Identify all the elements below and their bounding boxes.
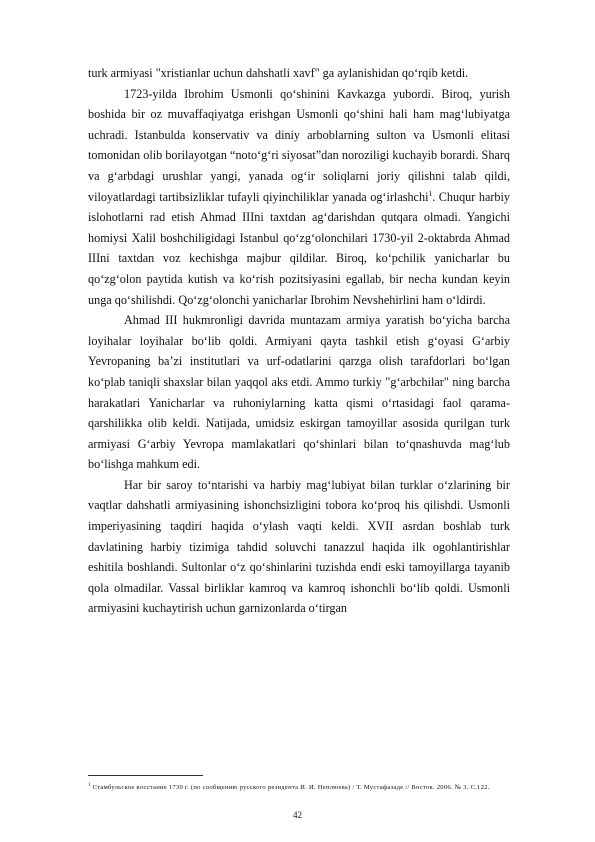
paragraph-text: Ahmad III hukmronligi davrida muntazam armiya yaratish boʻyicha barcha loyihalar loyihalar boʻlib qoldi. Armiyani qayta tashkil etish gʻoyasi Gʻarbiy Yevropaning baʼzi institutlari va urf-odatlarini qarzga olish tarafdorlari boʻlgan koʻplab taniqli shaxslar bilan yaqqol aks etdi. Ammo turkiy "gʻarbchilar" ning barcha harakatlari Yanicharlar va ruhoniylarning katta qismi oʻrtasidagi faol qarama-qarshilikka olib keldi. Natijada, umidsiz eskirgan tamoyillar asosida qurilgan turk armiyasi Gʻarbiy Yevropa mamlakatlari qoʻshinlari bilan toʻqnashuvda magʻlub boʻlishga mahkum edi. xyxy=(88,313,510,472)
footnote-divider xyxy=(88,775,203,776)
paragraph-text: . Chuqur harbiy islohotlarni rad etish Ahmad IIIni taxtdan agʻdarishdan qutqara olmadi. Yangichi homiysi Xalil boshchiligidagi Istanbul qoʻzgʻolonchilari 1730-yil 2-oktabrda Ahmad IIIni taxtdan voz kechishga majbur qildilar. Biroq, koʻpchilik yanicharlar bu qoʻzgʻolon paytida kutish va koʻrish pozitsiyasini egallab, bir necha kundan keyin unga qoʻshilishdi. Qoʻzgʻolonchi yanicharlar Ibrohim Nevshehirlini ham oʻldirdi. xyxy=(88,189,510,307)
footnote-reference[interactable]: 1 xyxy=(428,188,433,198)
paragraph-text: turk armiyasi "xristianlar uchun dahshatli xavf" ga aylanishidan qoʻrqib ketdi. xyxy=(88,66,469,80)
footnote xyxy=(88,781,510,794)
page-number: 42 xyxy=(293,810,302,820)
body-text xyxy=(88,63,510,619)
footnote-marker: 1 xyxy=(88,783,91,788)
paragraph-text: 1723-yilda Ibrohim Usmonli qoʻshinini Kavkazga yubordi. Biroq, yurish boshida bir oz muvaffaqiyatga erishgan Usmonli qoʻshini hali ham magʻlubiyatga uchradi. Istanbulda konservativ va diniy arboblarning sulton va Usmonli elitasi tomonidan olib borilayotgan “notoʻgʻri siyosat”dan noroziligi kuchayib borardi. Sharq va gʻarbdagi urushlar yangi, yanada ogʻir soliqlarni joriy qilishni talab qildi, viloyatlardagi tartibsizliklar tufayli qiyinchiliklar yanada ogʻirlashchi xyxy=(88,86,510,204)
paragraph-text: Har bir saroy toʻntarishi va harbiy magʻlubiyat bilan turklar oʻzlarining bir vaqtlar dahshatli armiyasining ishonchsizligini tobora koʻproq his qilishdi. Usmonli imperiyasining taqdiri haqida oʻylash vaqti keldi. XVII asrdan boshlab turk davlatining harbiy tizimiga tahdid soluvchi tanazzul haqida ilk ogohlantirishlar eshitila boshlandi. Sultonlar oʻz qoʻshinlarini tuzishda endi eski tamoyillarga tayanib qola olmadilar. Vassal birliklar kamroq va kamroq ishonchli boʻlib qoldi. Usmonli armiyasini kuchaytirish uchun garnizonlarda oʻtirgan xyxy=(88,477,510,616)
paragraph-continuation xyxy=(88,63,510,84)
paragraph xyxy=(88,84,510,311)
paragraph xyxy=(88,475,510,619)
footnote-text: Стамбульское восстание 1730 г. (по сообщению русского резидента И. И. Неплюева) / Т. Мустафазаде // Восток. 2006. № 3. С.122. xyxy=(90,784,490,791)
paragraph xyxy=(88,310,510,475)
